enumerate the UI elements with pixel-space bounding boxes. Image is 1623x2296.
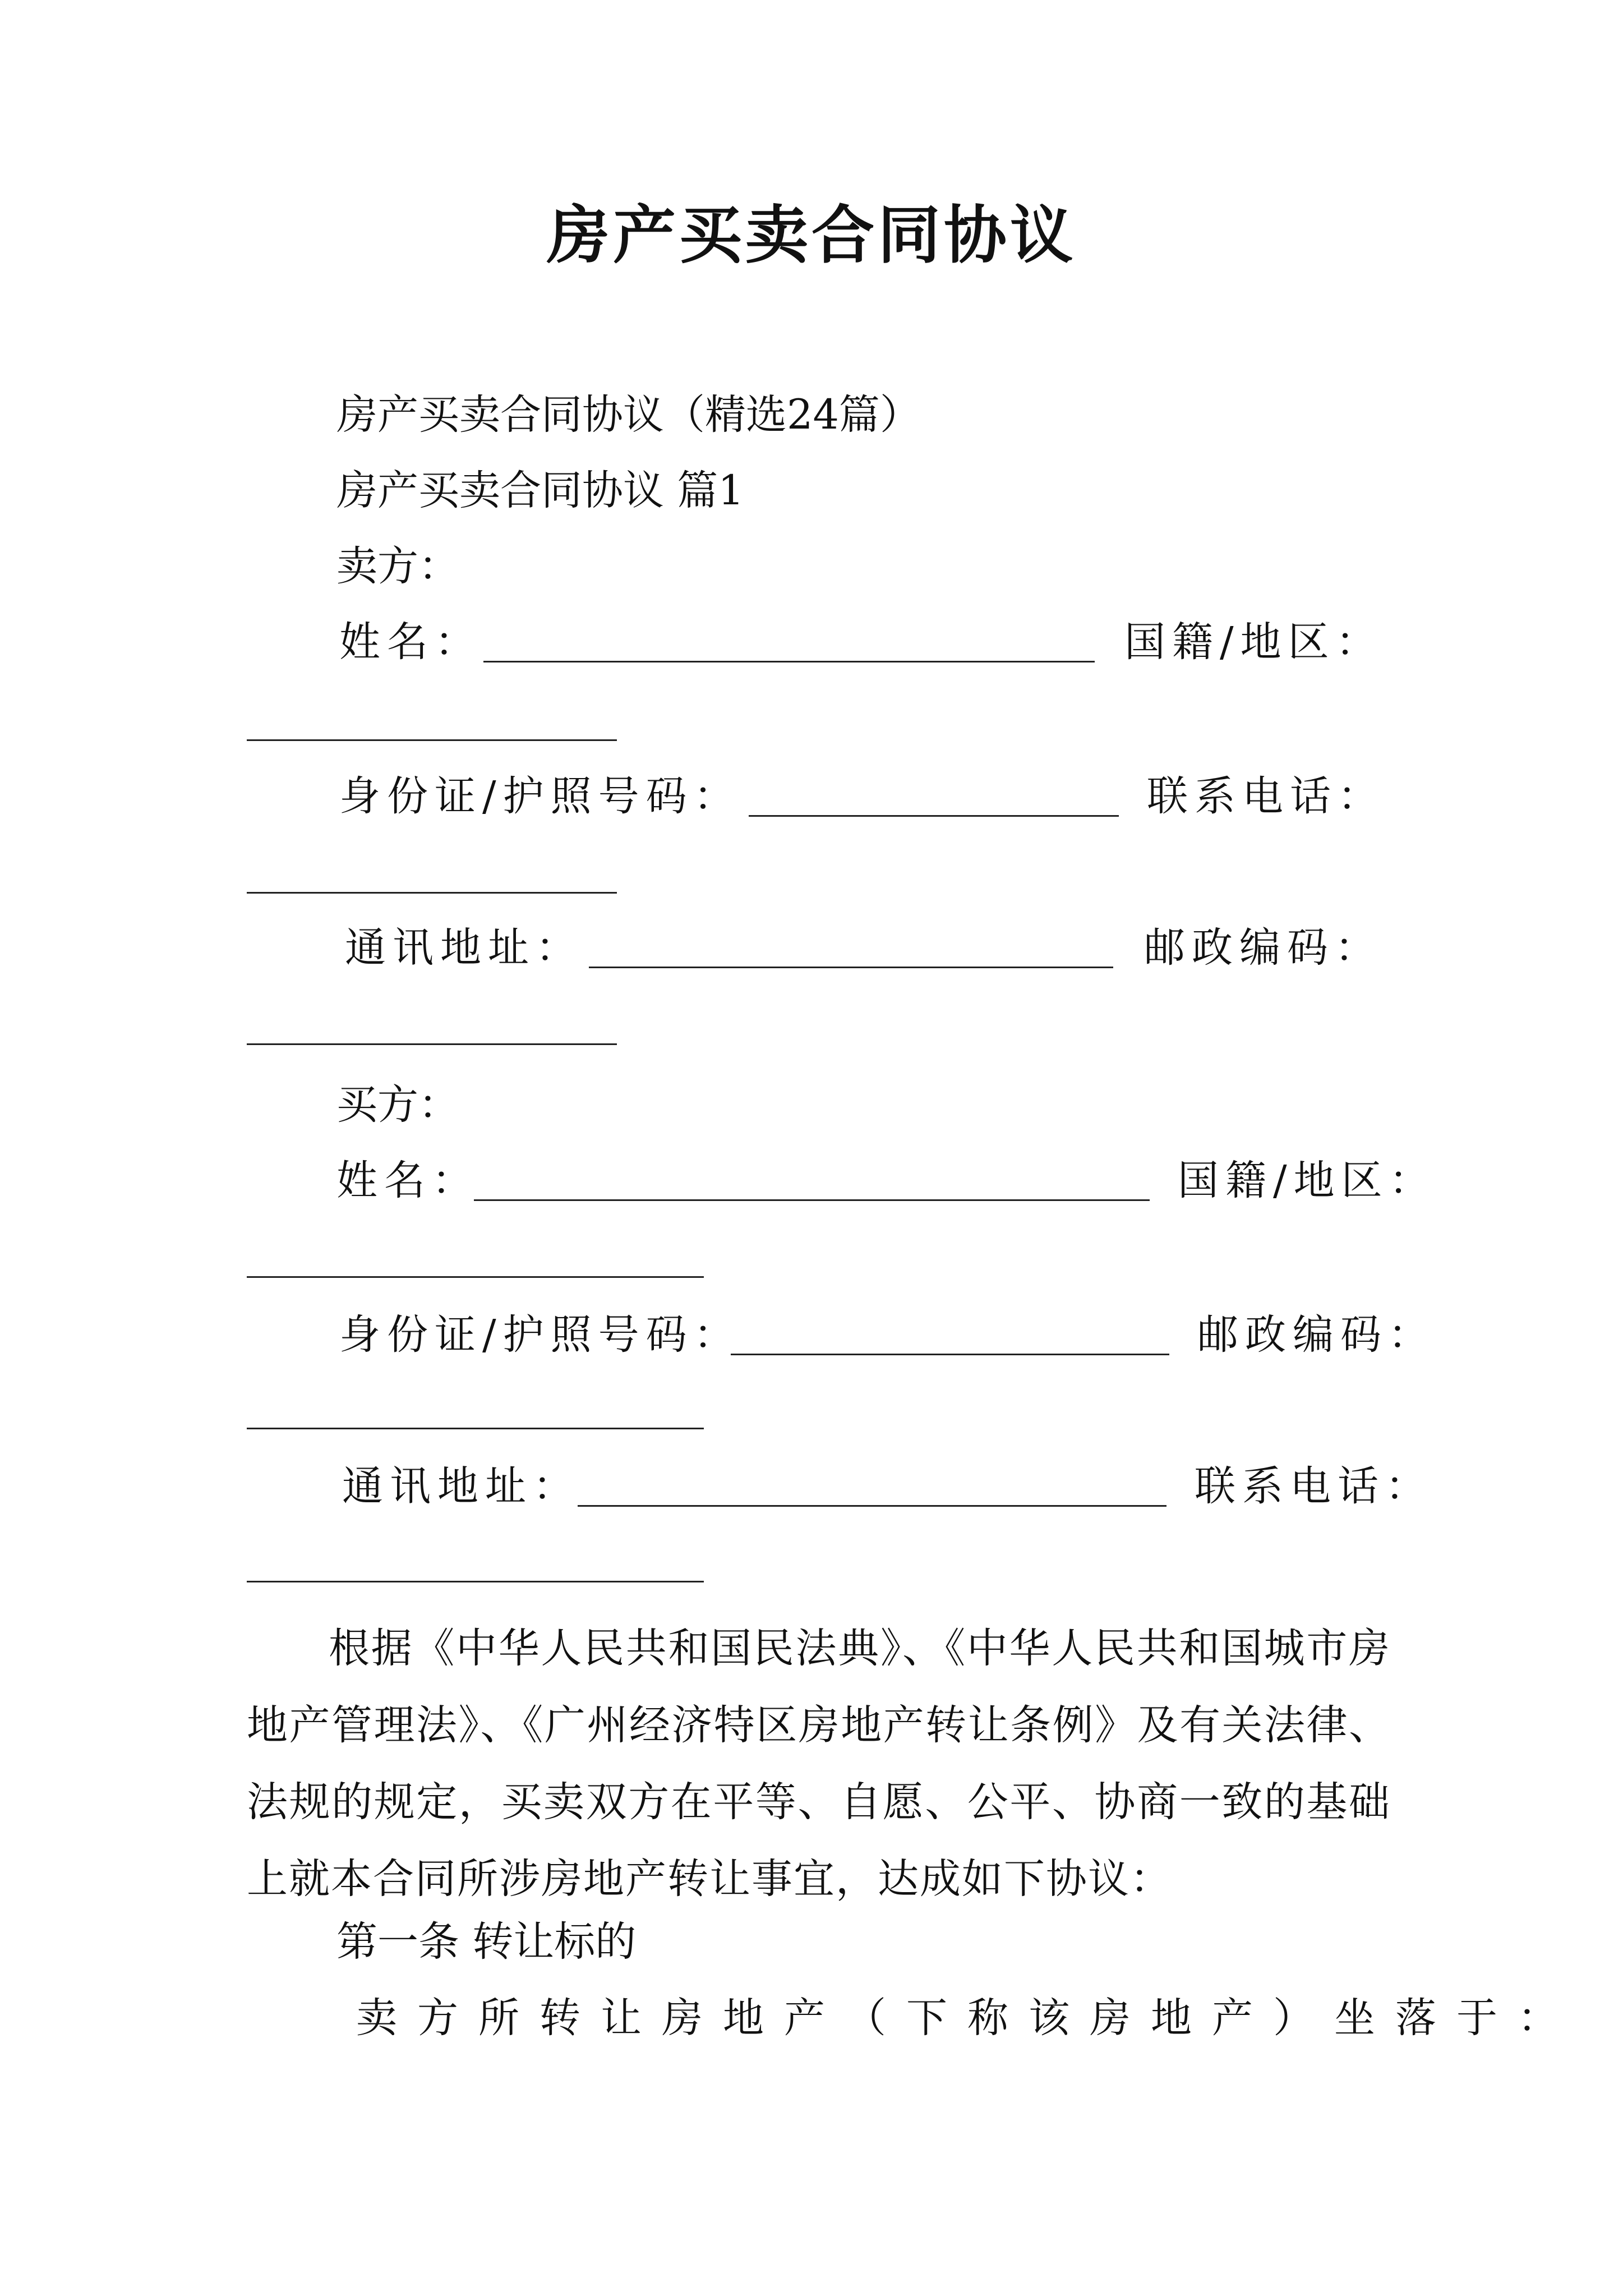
seller-name-label: 姓名：: [339, 618, 482, 666]
seller-label: 卖方：: [336, 542, 459, 590]
buyer-name-label: 姓名：: [336, 1157, 479, 1204]
buyer-id-label: 身份证/护照号码：: [339, 1311, 741, 1359]
buyer-address-label: 通讯地址：: [342, 1462, 580, 1510]
seller-nationality-field[interactable]: [247, 739, 617, 741]
part-heading: 房产买卖合同协议 篇1: [336, 467, 744, 514]
buyer-phone-label: 联系电话：: [1195, 1462, 1433, 1510]
buyer-postcode-label: 邮政编码：: [1197, 1311, 1436, 1359]
seller-phone-label: 联系电话：: [1147, 772, 1385, 820]
seller-id-label: 身份证/护照号码：: [339, 772, 741, 820]
article1-text: 卖方所转让房地产（下称该房地产）坐落于：: [356, 1994, 1579, 2042]
buyer-postcode-field[interactable]: [247, 1428, 704, 1429]
buyer-name-field[interactable]: [474, 1199, 1150, 1201]
seller-address-field[interactable]: [589, 967, 1113, 968]
seller-nationality-label: 国籍/地区：: [1124, 618, 1384, 666]
article1-heading: 第一条 转让标的: [336, 1918, 637, 1966]
seller-postcode-label: 邮政编码：: [1144, 924, 1382, 972]
seller-phone-field[interactable]: [247, 892, 617, 894]
buyer-label: 买方：: [336, 1081, 459, 1129]
seller-postcode-field[interactable]: [247, 1043, 617, 1045]
seller-name-field[interactable]: [483, 661, 1095, 662]
document-title: 房产买卖合同协议: [547, 199, 1076, 272]
buyer-id-field[interactable]: [731, 1354, 1169, 1355]
seller-address-label: 通讯地址：: [345, 924, 583, 972]
seller-id-field[interactable]: [749, 815, 1119, 817]
buyer-nationality-field[interactable]: [247, 1276, 704, 1278]
document-subtitle: 房产买卖合同协议（精选24篇）: [336, 391, 921, 439]
preamble-paragraph: 根据《中华人民共和国民法典》、《中华人民共和国城市房地产管理法》、《广州经济特区房地产转让条例》及有关法律、法规的规定，买卖双方在平等、自愿、公平、协商一致的基础上就本合同所涉房地产转让事宜，达成如下协议：: [247, 1625, 1391, 1903]
buyer-nationality-label: 国籍/地区：: [1178, 1157, 1437, 1204]
buyer-address-field[interactable]: [578, 1505, 1166, 1507]
buyer-phone-field[interactable]: [247, 1581, 704, 1582]
